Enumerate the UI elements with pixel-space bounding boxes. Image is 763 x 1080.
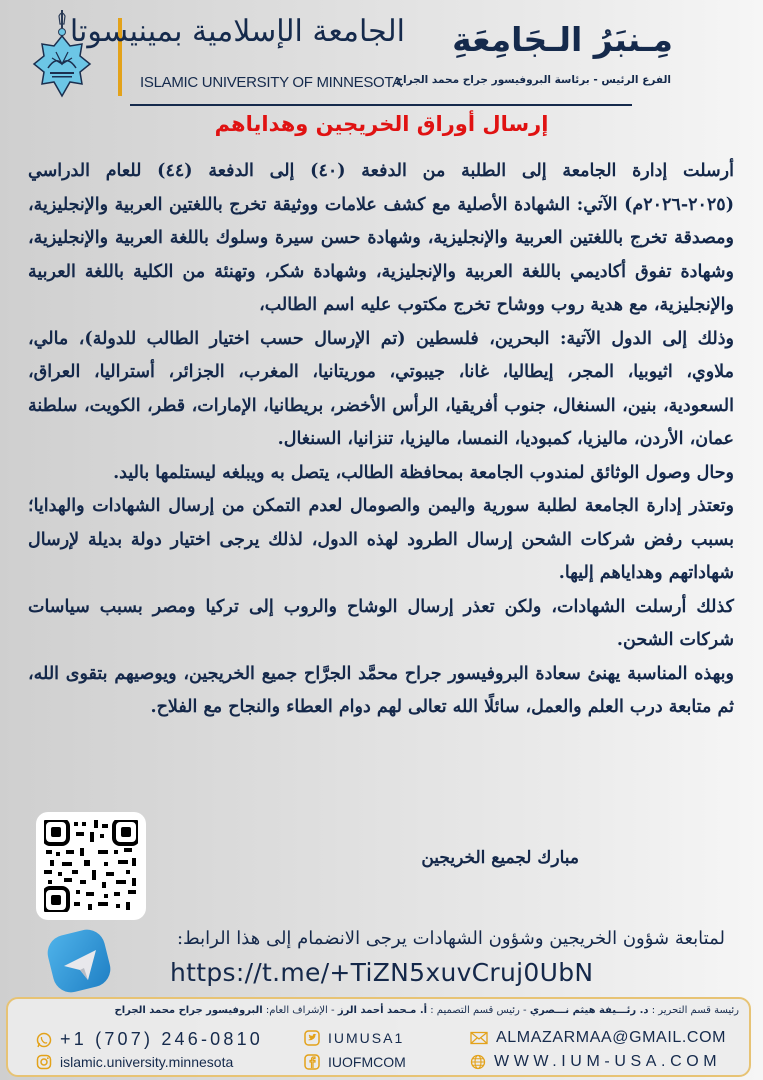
credits-label-design: - رئيس قسم التصميم : [430,1005,527,1016]
follow-instructions: لمتابعة شؤون الخريجين وشؤون الشهادات يرجى الانضمام إلى هذا الرابط: [176,928,725,949]
telegram-icon[interactable] [44,926,114,996]
paragraph-apology: وتعتذر إدارة الجامعة لطلبة سورية واليمن والصومال لعدم التمكن من إرسال الشهادات والهدايا؛ بسبب رفض شركات الشحن إرسال الطرود لهذه الدول، لذلك يرجى اختيار دولة بديلة لإرسال شهاداتهم وهداياهم إليها. [28,496,734,583]
mail-icon [470,1030,488,1046]
globe-icon [470,1054,486,1070]
university-name-arabic: الجامعة الإسلامية بمينيسوتا [69,14,405,49]
qr-code-icon [44,820,138,912]
contact-phone[interactable] [36,1029,263,1050]
whatsapp-icon [36,1032,52,1048]
congratulations-text: مبارك لجميع الخريجين [421,848,579,868]
paragraph-documents: أرسلت إدارة الجامعة إلى الطلبة من الدفعة (٤٠) إلى الدفعة (٤٤) للعام الدراسي (٢٠٢٥-٢٠٢٦م) الآتي: الشهادة الأصلية مع كشف علامات ووثيقة تخرج باللغتين العربية والإنجليزية، ومصدقة تخرج باللغتين العربية والإنجليزية، وشهادة حسن سيرة وسلوك باللغة العربية والإنجليزية، وشهادة تفوق أكاديمي باللغة العربية والإنجليزية، وشهادة شكر، وتهنئة من الكلية باللغة العربية والإنجليزية، مع هدية روب ووشاح تخرج مكتوب عليه اسم الطالب، [28,161,734,315]
page-title: إرسال أوراق الخريجين وهداياهم [214,112,549,136]
qr-code[interactable] [36,812,146,920]
university-name-english: ISLAMIC UNIVERSITY OF MINNESOTA [140,74,402,91]
email-address: ALMAZARMAA@GMAIL.COM [496,1029,727,1046]
telegram-link[interactable]: https://t.me/+TiZN5xuvCruj0UbN [170,958,594,987]
contact-website[interactable] [470,1053,721,1071]
facebook-handle: IUOFMCOM [328,1054,406,1070]
phone-number: +1 (707) 246-0810 [60,1029,264,1049]
credits-name-supervision: البروفيسور جراح محمد الجراح [114,1005,263,1016]
announcement-body [28,155,734,725]
header [0,0,763,108]
twitter-icon [304,1030,320,1046]
credits-label-editor: رئيسة قسم التحرير : [651,1005,739,1016]
credits-label-supervision: - الإشراف العام: [265,1005,335,1016]
credits-name-editor: د. رئـــيفة هيثم نـــصري [529,1005,649,1016]
header-divider [130,104,632,106]
credits-name-design: أ. مـحمد أحمد الرز [337,1005,428,1016]
contact-email[interactable] [470,1029,726,1047]
brand-title: مِـنبَرُ الـجَامِعَةِ [452,20,673,59]
paragraph-turkey-egypt: كذلك أرسلت الشهادات، ولكن تعذر إرسال الوشاح والروب إلى تركيا ومصر بسبب سياسات شركات الشحن. [28,596,734,650]
contact-twitter[interactable] [304,1030,404,1046]
brand-subtitle: الفرع الرئيس - برئاسة البروفيسور جراح محمد الجراح [395,74,671,86]
credits-line [115,1005,739,1016]
website-url: WWW.IUM-USA.COM [494,1053,722,1070]
footer [6,997,751,1077]
twitter-handle: IUMUSA1 [328,1030,405,1046]
instagram-icon [36,1054,52,1070]
contact-instagram[interactable] [36,1054,233,1070]
contact-facebook[interactable] [304,1054,406,1070]
facebook-icon [304,1054,320,1070]
instagram-handle: islamic.university.minnesota [60,1054,234,1070]
paragraph-delivery: وحال وصول الوثائق لمندوب الجامعة بمحافظة الطالب، يتصل به ويبلغه ليستلمها باليد. [113,462,734,483]
paragraph-countries: وذلك إلى الدول الآتية: البحرين، فلسطين (تم الإرسال حسب اختيار الطالب للدولة)، مالي، ملاوي، اثيوبيا، المجر، إيطاليا، غانا، جيبوتي، موريتانيا، المغرب، الجزائر، أستراليا، العراق، السعودية، بنين، السنغال، جنوب أفريقيا، الرأس الأخضر، بريطانيا، الإمارات، قطر، الكويت، سلطنة عمان، الأردن، ماليزيا، كمبوديا، النمسا، ماليزيا، تنزانيا، السنغال. [28,328,734,449]
paragraph-congratulation: وبهذه المناسبة يهنئ سعادة البروفيسور جراح محمَّد الجرَّاح جميع الخريجين، ويوصيهم بتقوى الله، ثم متابعة درب العلم والعمل، سائلًا الله تعالى لهم دوام العطاء والنجاح مع الفلاح. [28,663,734,717]
